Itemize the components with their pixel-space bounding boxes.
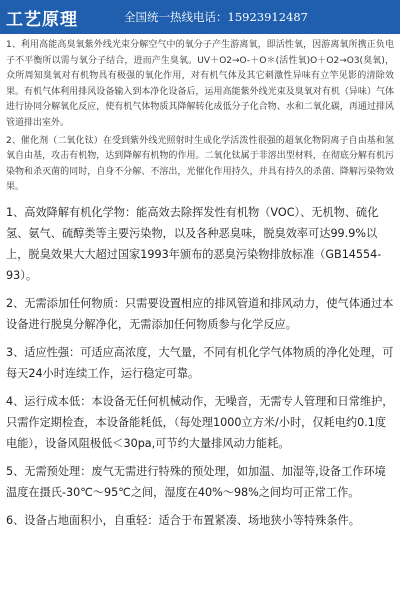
hotline-text: 全国统一热线电话：15923912487 [124,10,308,24]
feature-item-low-cost: 4、运行成本低：本设备无任何机械动作，无噪音，无需专人管理和日常维护，只需作定期检查，本设备能耗低，（每处理1000立方米/小时，仅耗电约0.1度电能），设备风阻极低＜30pa,可节约大量排风动力能耗。 [6,394,394,450]
intro-paragraph-2: 2、催化剂（二氧化钛）在受到紫外线光照射时生成化学活泼性很强的超氧化物阴离子自由基和氢氧自由基，攻击有机物，达到降解有机物的作用。二氧化钛属于非溶出型材料，在彻底分解有机污染物和杀灭菌的同时，自身不分解、不溶出，光催化作用持久，并具有持久的杀菌、降解污染物效果。 [6,135,394,193]
feature-item-adaptability: 3、适应性强：可适应高浓度，大气量，不同有机化学气体物质的净化处理，可每天24小时连续工作，运行稳定可靠。 [6,345,394,380]
page-title: 工艺原理 [6,9,78,30]
feature-item-efficient-degradation: 1、高效降解有机化学物：能高效去除挥发性有机物（VOC）、无机物、硫化氢、氨气、硫醇类等主要污染物，以及各种恶臭味，脱臭效率可达99.9%以上，脱臭效果大大超过国家1993年颁布的恶臭污染物排放标准（GB14554-93）。 [6,205,382,282]
intro-paragraph-1: 1、利用高能高臭氧紫外线光束分解空气中的氧分子产生游离氧，即活性氧，因游离氧所携正负电子不平衡所以需与氧分子结合，进而产生臭氧。UV＋O2→O-＋O＊(活性氧)O＋O2→O3(臭氧)，众所周知臭氧对有机物具有极强的氧化作用，对有机气体及其它刺激性异味有立竿见影的清除效果。有机气体利用排风设备输入到本净化设备后，运用高能紫外线光束及臭氧对有机（异味）气体进行协同分解氧化反应，使有机气体物质其降解转化成低分子化合物、水和二氧化碳，再通过排风管道排出室外。 [6,40,394,128]
content-area [0,34,400,531]
feature-item-no-additives: 2、无需添加任何物质：只需要设置相应的排风管道和排风动力，使气体通过本设备进行脱臭分解净化，无需添加任何物质参与化学反应。 [6,296,394,331]
feature-item-no-pretreatment: 5、无需预处理：废气无需进行特殊的预处理，如加温、加湿等,设备工作环境温度在摄氏-30℃～95℃之间，湿度在40%～98%之间均可正常工作。 [6,464,386,499]
feature-item-small-footprint: 6、设备占地面积小，自重轻：适合于布置紧凑、场地狭小等特殊条件。 [6,513,360,527]
header-bar [0,0,400,34]
